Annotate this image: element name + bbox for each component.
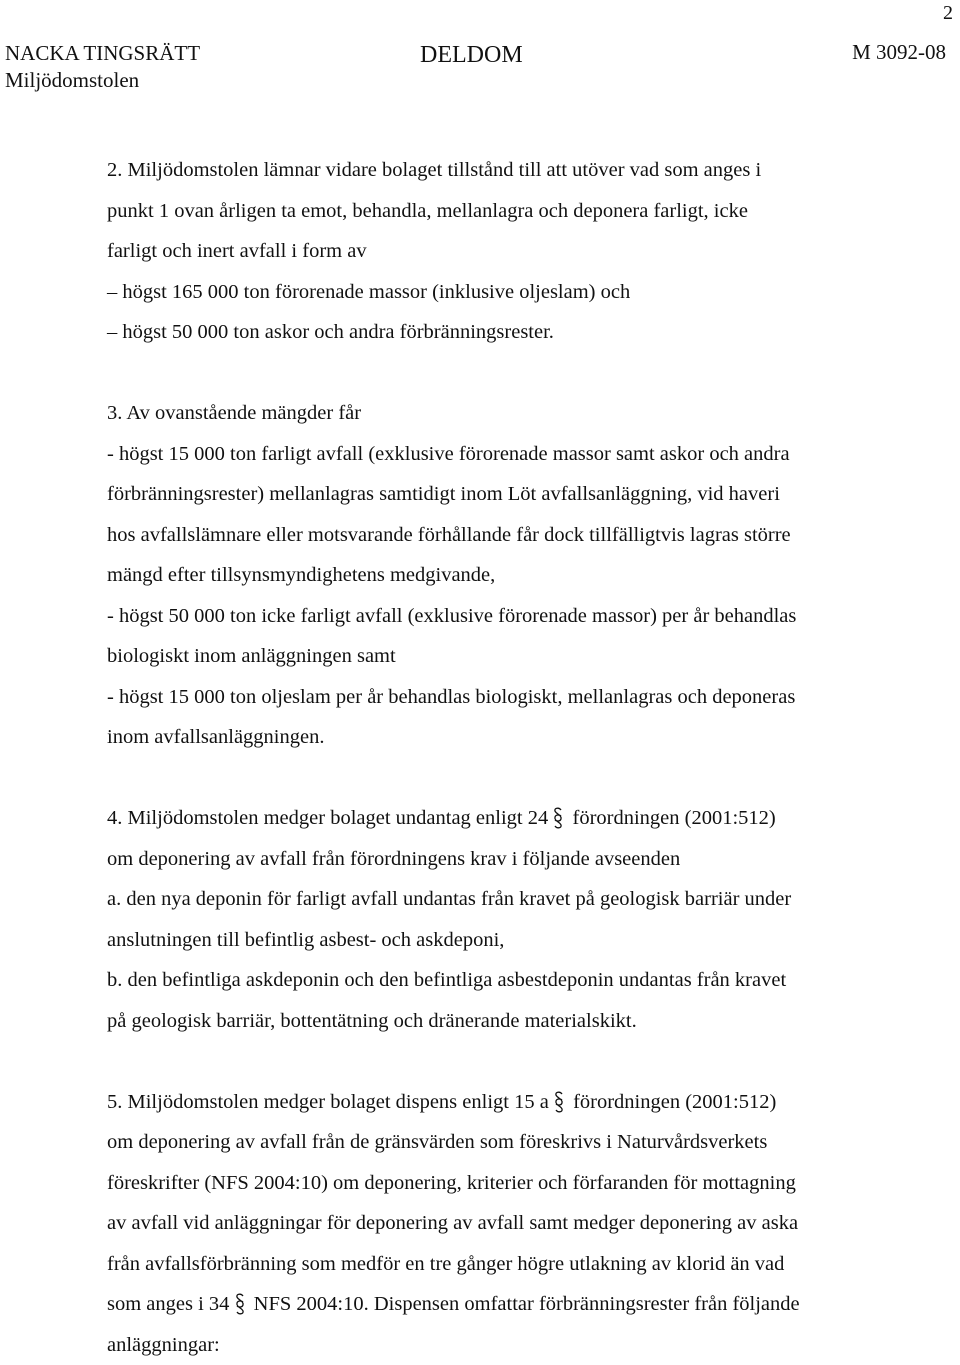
paragraph-line: förbränningsrester) mellanlagras samtidigt inom Löt avfallsanläggning, vid haveri — [107, 474, 947, 515]
court-division: Miljödomstolen — [5, 67, 200, 94]
section-5 — [107, 1082, 947, 1365]
list-item: – högst 165 000 ton förorenade massor (inklusive oljeslam) och — [107, 272, 947, 313]
paragraph-line: om deponering av avfall från förordningens krav i följande avseenden — [107, 839, 947, 880]
list-item: - högst 15 000 ton oljeslam per år behandlas biologiskt, mellanlagras och deponeras — [107, 677, 947, 718]
text-segment: 4. Miljödomstolen medger bolaget undantag enligt 24 — [107, 807, 548, 829]
paragraph-line — [107, 1082, 947, 1123]
court-header — [5, 40, 200, 94]
court-name: NACKA TINGSRÄTT — [5, 40, 200, 67]
text-segment: förordningen (2001:512) — [573, 1091, 776, 1113]
section-sign-icon — [553, 798, 567, 839]
section-4 — [107, 798, 947, 1041]
paragraph-line: biologiskt inom anläggningen samt — [107, 636, 947, 677]
page-number: 2 — [943, 2, 953, 25]
paragraph-line — [107, 1284, 947, 1325]
document-body — [107, 150, 947, 1365]
paragraph-line: punkt 1 ovan årligen ta emot, behandla, mellanlagra och deponera farligt, icke — [107, 191, 947, 232]
paragraph-line: av avfall vid anläggningar för deponering av avfall samt medger deponering av aska — [107, 1203, 947, 1244]
paragraph-line: 2. Miljödomstolen lämnar vidare bolaget tillstånd till att utöver vad som anges i — [107, 150, 947, 191]
paragraph-line: mängd efter tillsynsmyndighetens medgivande, — [107, 555, 947, 596]
text-segment: NFS 2004:10. Dispensen omfattar förbränningsrester från följande — [254, 1293, 800, 1315]
list-item: - högst 50 000 ton icke farligt avfall (exklusive förorenade massor) per år behandlas — [107, 596, 947, 637]
text-segment: 5. Miljödomstolen medger bolaget dispens enligt 15 a — [107, 1091, 549, 1113]
list-item: b. den befintliga askdeponin och den befintliga asbestdeponin undantas från kravet — [107, 960, 947, 1001]
text-segment: som anges i 34 — [107, 1293, 229, 1315]
section-3 — [107, 393, 947, 758]
paragraph-line: anslutningen till befintlig asbest- och askdeponi, — [107, 920, 947, 961]
paragraph-line: farligt och inert avfall i form av — [107, 231, 947, 272]
paragraph-line: föreskrifter (NFS 2004:10) om deponering, kriterier och förfaranden för mottagning — [107, 1163, 947, 1204]
case-number: M 3092-08 — [852, 40, 946, 65]
text-segment: förordningen (2001:512) — [573, 807, 776, 829]
paragraph-line: 3. Av ovanstående mängder får — [107, 393, 947, 434]
paragraph-line: på geologisk barriär, bottentätning och dränerande materialskikt. — [107, 1001, 947, 1042]
paragraph-line: anläggningar: — [107, 1325, 947, 1365]
paragraph-line: inom avfallsanläggningen. — [107, 717, 947, 758]
section-2 — [107, 150, 947, 353]
paragraph-line: hos avfallslämnare eller motsvarande förhållande får dock tillfälligtvis lagras större — [107, 515, 947, 556]
document-type: DELDOM — [420, 42, 523, 69]
list-item: – högst 50 000 ton askor och andra förbränningsrester. — [107, 312, 947, 353]
list-item: a. den nya deponin för farligt avfall undantas från kravet på geologisk barriär under — [107, 879, 947, 920]
section-sign-icon — [554, 1082, 568, 1123]
section-sign-icon — [235, 1284, 249, 1325]
paragraph-line: från avfallsförbränning som medför en tre gånger högre utlakning av klorid än vad — [107, 1244, 947, 1285]
paragraph-line — [107, 798, 947, 839]
list-item: - högst 15 000 ton farligt avfall (exklusive förorenade massor samt askor och andra — [107, 434, 947, 475]
paragraph-line: om deponering av avfall från de gränsvärden som föreskrivs i Naturvårdsverkets — [107, 1122, 947, 1163]
